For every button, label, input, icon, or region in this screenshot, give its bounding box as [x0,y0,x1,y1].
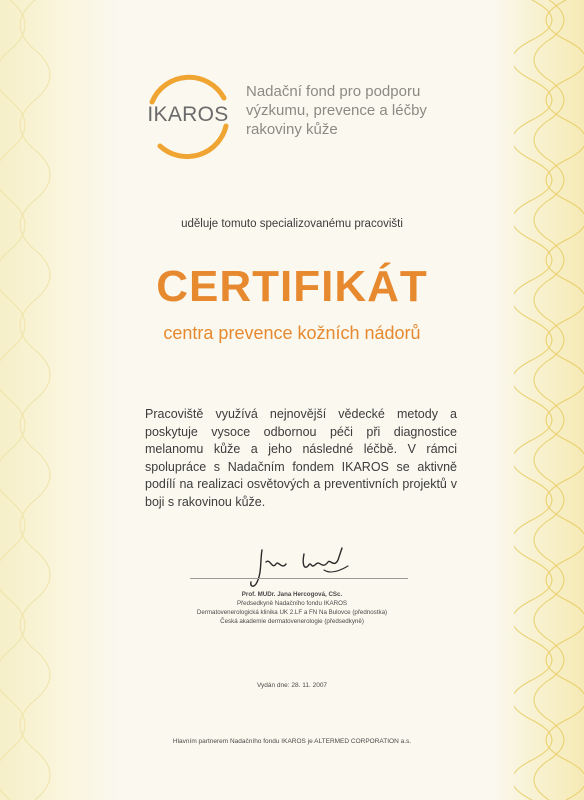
award-line: uděluje tomuto specializovanému pracovišti [181,218,403,230]
foundation-name [246,82,466,139]
logo-text: IKAROS [147,103,229,126]
right-guilloche-pattern [514,0,584,800]
signature-line [190,578,408,579]
certificate-subtitle: centra prevence kožních nádorů [163,323,421,343]
handwritten-signature [244,540,364,592]
foundation-line-3: rakoviny kůže [246,121,338,138]
signer-role-2: Dermatovenerologická klinika UK 2.LF a FN Na Bulovce (přednostka) [196,609,388,616]
signer-block [0,590,584,626]
foundation-line-1: Nadační fond pro podporu [246,83,421,100]
certificate-title: CERTIFIKÁT [156,262,428,311]
signer-role-3: Česká akademie dermatovenerologie (předsedkyně) [220,618,364,625]
issue-date: Vydán dne: 28. 11. 2007 [256,682,328,689]
certificate-body-text: Pracoviště využívá nejnovější vědecké metody a poskytuje vysoce odbornou péči při diagnostice melanomu kůže a jeho následné léčbě. V rámci spolupráce s Nadačním fondem IKAROS se aktivně podílí na realizaci osvětových a preventivních projektů v boji s rakovinou kůže. [145,407,457,509]
left-guilloche-pattern [0,0,70,800]
partner-note: Hlavním partnerem Nadačního fondu IKAROS je ALTERMED CORPORATION a.s. [172,738,412,745]
signer-name: Prof. MUDr. Jana Hercogová, CSc. [241,591,343,598]
foundation-line-2: výzkumu, prevence a léčby [246,102,427,119]
signer-role-1: Předsedkyně Nadačního fondu IKAROS [236,600,348,607]
